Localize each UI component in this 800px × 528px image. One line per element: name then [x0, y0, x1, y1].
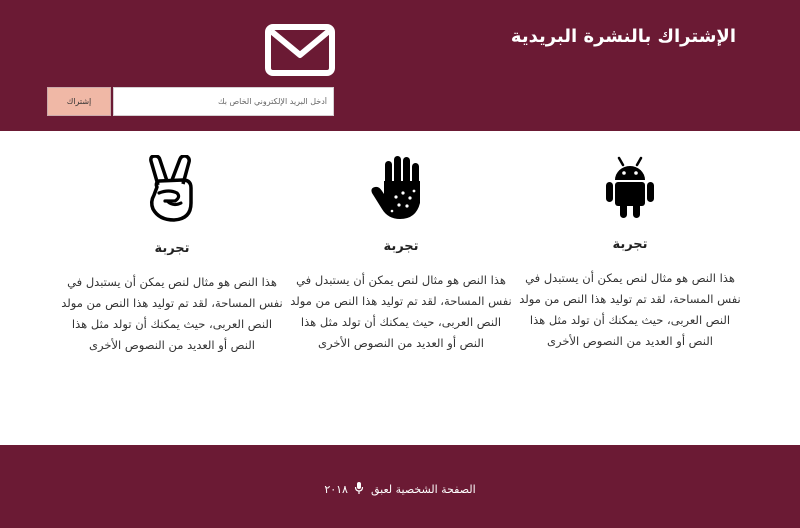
newsletter-header	[0, 0, 800, 131]
feature-card-hand	[286, 155, 516, 354]
feature-title: تجربة	[383, 239, 419, 254]
android-icon	[603, 155, 657, 219]
envelope-icon	[265, 24, 335, 76]
feature-title: تجربة	[154, 241, 190, 256]
subscribe-button[interactable]: إشتراك	[47, 87, 111, 116]
feature-card-victory	[57, 155, 287, 356]
feature-text: هذا النص هو مثال لنص يمكن أن يستبدل في نفس المساحة، لقد تم توليد هذا النص من مولد النص العربى، حيث يمكنك أن تولد مثل هذا النص أو العديد من النصوص الأخرى	[290, 273, 512, 350]
newsletter-title: الإشتراك بالنشرة البريدية	[510, 26, 736, 47]
feature-text: هذا النص هو مثال لنص يمكن أن يستبدل في نفس المساحة، لقد تم توليد هذا النص من مولد النص العربى، حيث يمكنك أن تولد مثل هذا النص أو العديد من النصوص الأخرى	[61, 275, 283, 352]
footer-year: ٢٠١٨	[324, 483, 348, 496]
feature-text: هذا النص هو مثال لنص يمكن أن يستبدل في نفس المساحة، لقد تم توليد هذا النص من مولد النص العربى، حيث يمكنك أن تولد مثل هذا النص أو العديد من النصوص الأخرى	[519, 271, 741, 348]
features-section	[0, 131, 800, 445]
page-footer	[0, 445, 800, 528]
footer-credit	[0, 481, 800, 496]
feature-card-android	[515, 155, 745, 352]
victory-hand-icon	[145, 155, 199, 223]
microphone-icon	[354, 481, 364, 495]
footer-credit-text: الصفحة الشخصية لعبق	[370, 483, 476, 496]
email-input[interactable]	[113, 87, 334, 116]
hand-icon	[370, 155, 432, 221]
feature-title: تجربة	[612, 237, 648, 252]
